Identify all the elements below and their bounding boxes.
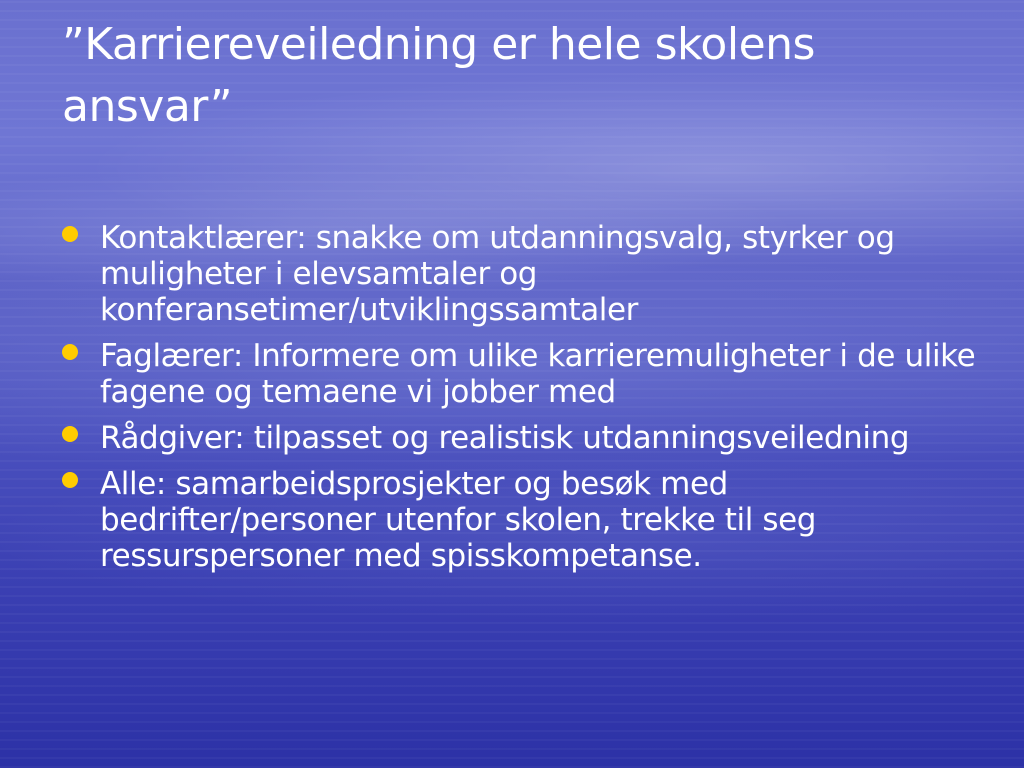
bullet-dot-icon <box>62 344 78 360</box>
list-item <box>62 466 982 574</box>
bullet-text: Faglærer: Informere om ulike karrieremuligheter i de ulike fagene og temaene vi jobber med <box>100 338 976 410</box>
slide-title: ”Karriereveiledning er hele skolens ansvar” <box>62 19 815 132</box>
list-item <box>62 420 982 456</box>
list-item <box>62 220 982 328</box>
bullet-dot-icon <box>62 426 78 442</box>
bullet-text: Alle: samarbeidsprosjekter og besøk med bedrifter/personer utenfor skolen, trekke til seg ressurspersoner med spisskompetanse. <box>100 466 817 574</box>
bullet-list <box>62 220 982 584</box>
bullet-dot-icon <box>62 226 78 242</box>
bullet-text: Kontaktlærer: snakke om utdanningsvalg, styrker og muligheter i elevsamtaler og konferansetimer/utviklingssamtaler <box>100 220 895 328</box>
bullet-dot-icon <box>62 472 78 488</box>
bullet-text: Rådgiver: tilpasset og realistisk utdanningsveiledning <box>100 420 910 456</box>
list-item <box>62 338 982 410</box>
